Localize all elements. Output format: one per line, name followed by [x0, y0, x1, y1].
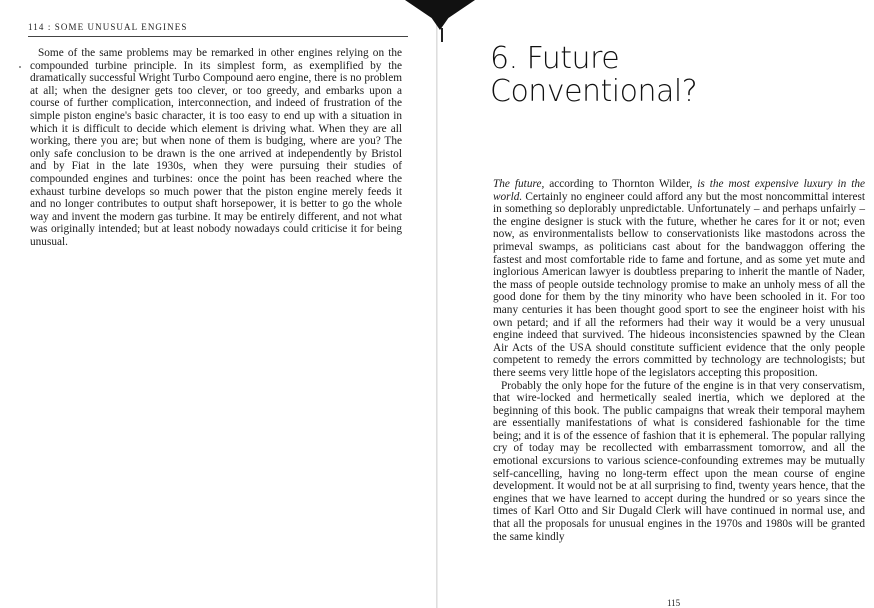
left-paragraph: Some of the same problems may be remarked in other engines relying on the compounded turbine principle. In its simplest form, as exemplified by the dramatically successful Wright Turbo Compound aero engine, there is no problem at all; when the designer gets too clever, or too greedy, and embarks upon a course of further complication, interconnection, and indeed of frustration of the simple piston engine's basic character, it is too easy to end up with a situation in which it is difficult to decide which element is driving what. When they are all working, there you are; but when none of them is budging, where are you? The only safe conclusion to be drawn is the one arrived at independently by Bristol and by Fiat in the late 1930s, when they were pursuing their studies of compounded engines and turbines: once the point has been reached where the exhaust turbine develops so much power that the piston engine merely feeds it and no longer contributes to output shaft horsepower, it is better to go the whole way and invent the modern gas turbine. It may be entirely different, and not what was originally intended; but at least nobody nowadays could criticise it for being unusual.	[30, 47, 402, 248]
right-page	[437, 0, 874, 608]
chapter-title-line-2: Conventional?	[490, 74, 698, 109]
running-head: 114 : SOME UNUSUAL ENGINES	[28, 22, 188, 32]
left-body-text	[30, 47, 402, 249]
paragraph-1-rest: Certainly no engineer could afford any but the most noncommittal interest in something so deplorably unpredictable. Unfortunately – and perhaps unfairly – the engine designer is stuck with the future, whether he cares for it or not; even now, as environmentalists bellow to conservationists like mastodons across the primeval swamps, as politicians cast about for the bandwaggon offering the fastest and most comfortable ride to fame and fortune, and as some yet mute and inglorious American lawyer is doubtless preparing to inherit the mantle of Nader, the mass of people outside technology promise to make an unholy mess of all the good done for them by the tiny minority who have been schooled in it. For too many centuries it has been thought good sport to see the engineer hoist with his own petard; and if all the reformers had their way it would be a very unusual engine indeed that survived. The hideous inconsistencies spawned by the Clean Air Acts of the USA should constitute sufficient evidence that the only people competent to remedy the errors committed by technology are technologists; but there seems very little hope of the legislators accepting this proposition.	[493, 190, 865, 379]
chapter-title	[490, 42, 790, 108]
margin-mark	[19, 66, 21, 68]
right-body-text	[493, 178, 865, 543]
lead-attribution: according to Thornton Wilder,	[544, 178, 698, 190]
page-number: 115	[667, 598, 681, 608]
wilder-quote: is the most expensive luxury in the world.	[493, 178, 865, 203]
lead-phrase: The future,	[493, 178, 545, 190]
chapter-title-line-1: 6. Future	[490, 41, 620, 76]
right-paragraph-1	[493, 178, 865, 380]
header-rule	[28, 36, 408, 37]
right-paragraph-2: Probably the only hope for the future of the engine is in that very conservatism, that wire-locked and hermetically sealed inertia, which we deplored at the beginning of this book. The public campaigns that wreak their temporal mayhem are essentially manifestations of what is considered fashionable for the time being; and it is of the essence of fashion that it is ephemeral. The popular rallying cry of today may be recollected with embarrassment tomorrow, and all the emotional excursions to various science-confounding extremes may be mutually self-cancelling, having no long-term effect upon the mean course of engine development. It would not be at all surprising to find, twenty years hence, that the engines that we have learned to accept during the hundred or so years since the times of Karl Otto and Sir Dugald Clerk will have continued in normal use, and that all the proposals for unusual engines in the 1970s and 1980s will be granted the same kindly	[493, 379, 865, 543]
